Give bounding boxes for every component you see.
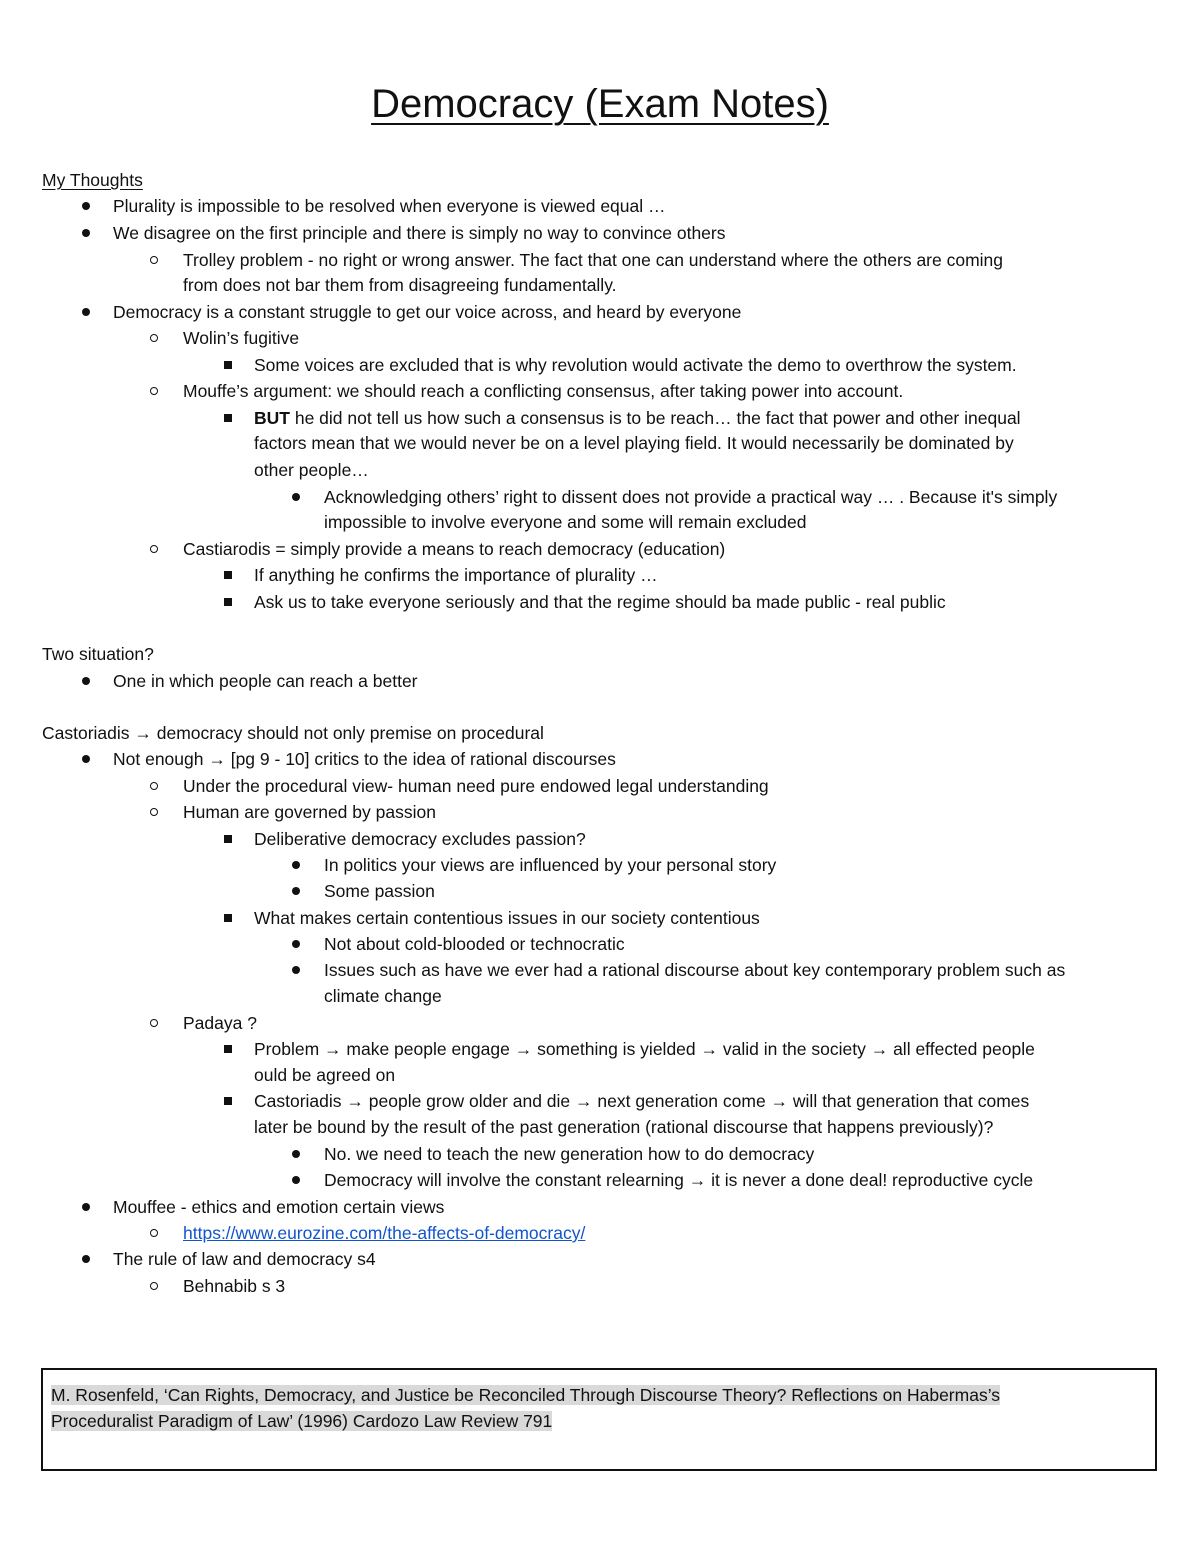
bullet-disc-icon (82, 677, 90, 685)
list-item: We disagree on the first principle and there is simply no way to convince others (113, 223, 726, 243)
bullet-disc-icon (292, 940, 300, 948)
list-item: Castiarodis = simply provide a means to reach democracy (education) (183, 539, 726, 559)
bullet-circle-icon (150, 334, 158, 342)
bullet-square-icon (224, 571, 232, 579)
list-item: Democracy will involve the constant relearning → it is never a done deal! reproductive cycle (324, 1170, 1034, 1190)
bullet-circle-icon (150, 782, 158, 790)
section-heading-castoriadis: Castoriadis → democracy should not only premise on procedural (42, 723, 544, 743)
list-item: No. we need to teach the new generation how to do democracy (324, 1144, 815, 1164)
list-item: One in which people can reach a better (113, 671, 418, 691)
document-title: Democracy (Exam Notes) (371, 82, 829, 126)
bullet-disc-icon (292, 1176, 300, 1184)
list-item: What makes certain contentious issues in our society contentious (254, 908, 760, 928)
list-item: Mouffe’s argument: we should reach a conflicting consensus, after taking power into account. (183, 381, 904, 401)
bullet-disc-icon (82, 308, 90, 316)
bullet-disc-icon (292, 861, 300, 869)
bullet-circle-icon (150, 1229, 158, 1237)
list-item-continuation: later be bound by the result of the past generation (rational discourse that happens previously)? (254, 1117, 994, 1137)
bullet-disc-icon (292, 1150, 300, 1158)
bullet-square-icon (224, 914, 232, 922)
list-item: Padaya ? (183, 1013, 257, 1033)
list-item: Some voices are excluded that is why revolution would activate the demo to overthrow the system. (254, 355, 1017, 375)
list-item: Not enough → [pg 9 - 10] critics to the idea of rational discourses (113, 749, 616, 769)
list-item: Mouffee - ethics and emotion certain views (113, 1197, 445, 1217)
list-item: Castoriadis → people grow older and die → next generation come → will that generation that comes (254, 1091, 1030, 1111)
list-item-continuation: from does not bar them from disagreeing fundamentally. (183, 275, 617, 295)
bullet-circle-icon (150, 808, 158, 816)
list-item: Acknowledging others’ right to dissent does not provide a practical way … . Because it's simply (324, 487, 1058, 507)
bullet-square-icon (224, 414, 232, 422)
bullet-disc-icon (82, 1255, 90, 1263)
list-item-continuation: climate change (324, 986, 442, 1006)
list-item-continuation: impossible to involve everyone and some will remain excluded (324, 512, 807, 532)
list-item: Not about cold-blooded or technocratic (324, 934, 625, 954)
reference-highlight: Proceduralist Paradigm of Law’ (1996) Cardozo Law Review 791 (51, 1411, 553, 1431)
bullet-disc-icon (82, 202, 90, 210)
section-heading-my-thoughts: My Thoughts (42, 170, 143, 190)
list-item: Problem → make people engage → something is yielded → valid in the society → all effected people (254, 1039, 1035, 1059)
list-item: Behnabib s 3 (183, 1276, 286, 1296)
reference-line-1 (51, 1382, 1000, 1408)
bullet-square-icon (224, 598, 232, 606)
list-item: Ask us to take everyone seriously and that the regime should ba made public - real public (254, 592, 946, 612)
bullet-circle-icon (150, 256, 158, 264)
list-item: The rule of law and democracy s4 (113, 1249, 376, 1269)
list-item-continuation: other people… (254, 460, 369, 480)
list-item: In politics your views are influenced by your personal story (324, 855, 777, 875)
list-item: Wolin’s fugitive (183, 328, 300, 348)
bullet-square-icon (224, 835, 232, 843)
bullet-circle-icon (150, 1282, 158, 1290)
list-item-continuation: factors mean that we would never be on a level playing field. It would necessarily be dominated by (254, 433, 1014, 453)
list-item: Under the procedural view- human need pure endowed legal understanding (183, 776, 769, 796)
bullet-disc-icon (292, 887, 300, 895)
list-item-text: he did not tell us how such a consensus is to be reach… the fact that power and other inequal (289, 408, 1021, 428)
list-item: Democracy is a constant struggle to get our voice across, and heard by everyone (113, 302, 742, 322)
bullet-square-icon (224, 361, 232, 369)
list-item: Trolley problem - no right or wrong answer. The fact that one can understand where the others are coming (183, 250, 1004, 270)
eurozine-link[interactable]: https://www.eurozine.com/the-affects-of-democracy/ (183, 1223, 586, 1243)
bullet-circle-icon (150, 1019, 158, 1027)
bullet-square-icon (224, 1045, 232, 1053)
list-item: Plurality is impossible to be resolved when everyone is viewed equal … (113, 196, 666, 216)
list-item (254, 405, 1021, 431)
reference-highlight: M. Rosenfeld, ‘Can Rights, Democracy, and Justice be Reconciled Through Discourse Theory? Reflections on Habermas’s (51, 1385, 1001, 1405)
bullet-square-icon (224, 1097, 232, 1105)
bullet-disc-icon (292, 966, 300, 974)
reference-line-2 (51, 1408, 552, 1434)
list-item: Some passion (324, 881, 435, 901)
list-item: Deliberative democracy excludes passion? (254, 829, 586, 849)
list-item: Human are governed by passion (183, 802, 436, 822)
bold-text: BUT (254, 408, 290, 428)
list-item-continuation: ould be agreed on (254, 1065, 396, 1085)
bullet-disc-icon (292, 493, 300, 501)
bullet-disc-icon (82, 755, 90, 763)
bullet-disc-icon (82, 229, 90, 237)
bullet-circle-icon (150, 387, 158, 395)
list-item: Issues such as have we ever had a rational discourse about key contemporary problem such as (324, 960, 1066, 980)
list-item: If anything he confirms the importance of plurality … (254, 565, 658, 585)
bullet-circle-icon (150, 545, 158, 553)
bullet-disc-icon (82, 1203, 90, 1211)
section-heading-two-situation: Two situation? (42, 644, 154, 664)
